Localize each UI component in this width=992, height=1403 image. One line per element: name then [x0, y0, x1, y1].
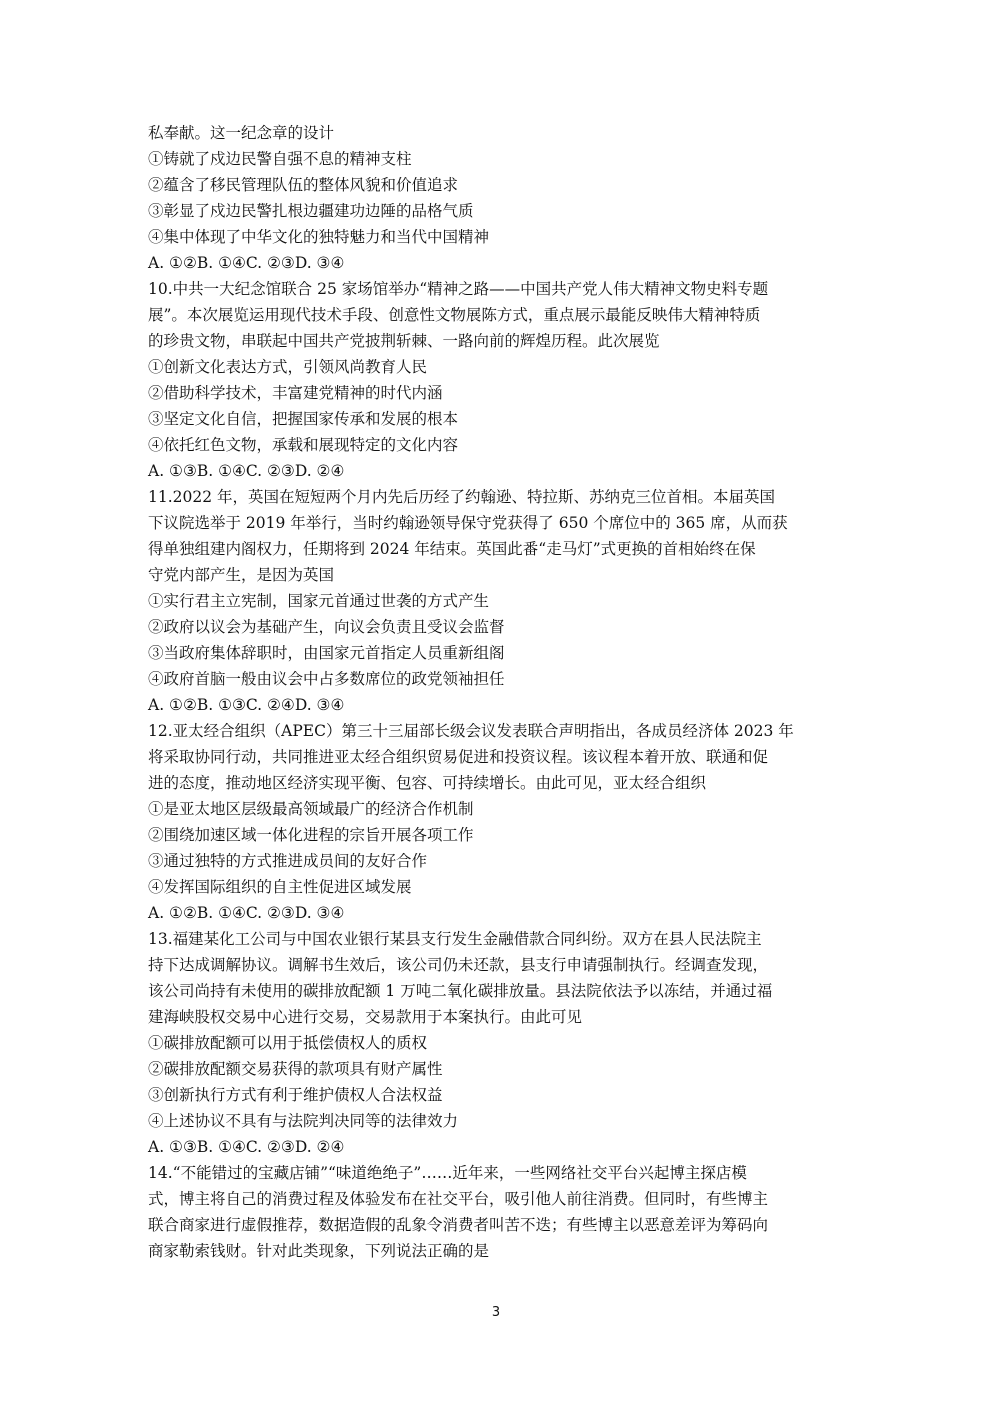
question-stem-line: 展”。本次展览运用现代技术手段、创意性文物展陈方式，重点展示最能反映伟大精神特质 — [148, 306, 761, 324]
option-2: ②碳排放配额交易获得的款项具有财产属性 — [148, 1060, 443, 1078]
answer-choices: A. ①③B. ①④C. ②③D. ②④ — [148, 462, 345, 480]
option-4: ④上述协议不具有与法院判决同等的法律效力 — [148, 1112, 459, 1130]
question-10 — [148, 276, 848, 484]
option-1: ①是亚太地区层级最高领域最广的经济合作机制 — [148, 800, 474, 818]
answer-choices: A. ①②B. ①④C. ②③D. ③④ — [148, 904, 345, 922]
option-3: ③当政府集体辞职时，由国家元首指定人员重新组阁 — [148, 644, 505, 662]
question-stem-line: 13.福建某化工公司与中国农业银行某县支行发生金融借款合同纠纷。双方在县人民法院主 — [148, 930, 762, 948]
question-stem-line: 的珍贵文物，串联起中国共产党披荆斩棘、一路向前的辉煌历程。此次展览 — [148, 332, 660, 350]
option-1: ①碳排放配额可以用于抵偿债权人的质权 — [148, 1034, 428, 1052]
question-stem-line: 持下达成调解协议。调解书生效后，该公司仍未还款，县支行申请强制执行。经调查发现， — [148, 956, 769, 974]
question-stem-line: 下议院选举于 2019 年举行，当时约翰逊领导保守党获得了 650 个席位中的 365 席，从而获 — [148, 514, 788, 532]
question-stem-line: 将采取协同行动，共同推进亚太经合组织贸易促进和投资议程。该议程本着开放、联通和促 — [148, 748, 769, 766]
question-stem-line: 11.2022 年，英国在短短两个月内先后历经了约翰逊、特拉斯、苏纳克三位首相。本届英国 — [148, 488, 776, 506]
question-stem-line: 10.中共一大纪念馆联合 25 家场馆举办“精神之路——中国共产党人伟大精神文物史料专题 — [148, 280, 769, 298]
question-stem-line: 14.“不能错过的宝藏店铺”“味道绝绝子”……近年来，一些网络社交平台兴起博主探店模 — [148, 1164, 747, 1182]
question-12 — [148, 718, 848, 926]
question-stem-line: 12.亚太经合组织（APEC）第三十三届部长级会议发表联合声明指出，各成员经济体 2023 年 — [148, 722, 794, 740]
answer-choices: A. ①③B. ①④C. ②③D. ②④ — [148, 1138, 345, 1156]
option-3: ③坚定文化自信，把握国家传承和发展的根本 — [148, 410, 459, 428]
question-9-continuation — [148, 120, 848, 276]
option-1: ①创新文化表达方式，引领风尚教育人民 — [148, 358, 428, 376]
page-content — [148, 120, 848, 1264]
question-stem-line: 私奉献。这一纪念章的设计 — [148, 124, 335, 142]
option-4: ④集中体现了中华文化的独特魅力和当代中国精神 — [148, 228, 490, 246]
question-stem-line: 该公司尚持有未使用的碳排放配额 1 万吨二氧化碳排放量。县法院依法予以冻结，并通过福 — [148, 982, 773, 1000]
answer-choices: A. ①②B. ①③C. ②④D. ③④ — [148, 696, 345, 714]
question-14 — [148, 1160, 848, 1264]
question-stem-line: 商家勒索钱财。针对此类现象，下列说法正确的是 — [148, 1242, 490, 1260]
question-stem-line: 联合商家进行虚假推荐，数据造假的乱象令消费者叫苦不迭；有些博主以恶意差评为筹码向 — [148, 1216, 769, 1234]
question-stem-line: 建海峡股权交易中心进行交易，交易款用于本案执行。由此可见 — [148, 1008, 583, 1026]
answer-choices: A. ①②B. ①④C. ②③D. ③④ — [148, 254, 345, 272]
option-2: ②围绕加速区域一体化进程的宗旨开展各项工作 — [148, 826, 474, 844]
option-2: ②蕴含了移民管理队伍的整体风貌和价值追求 — [148, 176, 459, 194]
option-2: ②政府以议会为基础产生，向议会负责且受议会监督 — [148, 618, 505, 636]
option-1: ①实行君主立宪制，国家元首通过世袭的方式产生 — [148, 592, 490, 610]
page-number: 3 — [491, 1305, 501, 1320]
option-4: ④依托红色文物，承载和展现特定的文化内容 — [148, 436, 459, 454]
question-stem-line: 守党内部产生，是因为英国 — [148, 566, 335, 584]
option-4: ④发挥国际组织的自主性促进区域发展 — [148, 878, 412, 896]
question-stem-line: 得单独组建内阁权力，任期将到 2024 年结束。英国此番“走马灯”式更换的首相始终在保 — [148, 540, 756, 558]
question-13 — [148, 926, 848, 1160]
option-1: ①铸就了戍边民警自强不息的精神支柱 — [148, 150, 412, 168]
question-11 — [148, 484, 848, 718]
question-stem-line: 进的态度，推动地区经济实现平衡、包容、可持续增长。由此可见，亚太经合组织 — [148, 774, 707, 792]
option-2: ②借助科学技术，丰富建党精神的时代内涵 — [148, 384, 443, 402]
option-4: ④政府首脑一般由议会中占多数席位的政党领袖担任 — [148, 670, 505, 688]
question-stem-line: 式，博主将自己的消费过程及体验发布在社交平台，吸引他人前往消费。但同时，有些博主 — [148, 1190, 769, 1208]
option-3: ③创新执行方式有利于维护债权人合法权益 — [148, 1086, 443, 1104]
option-3: ③通过独特的方式推进成员间的友好合作 — [148, 852, 428, 870]
option-3: ③彰显了戍边民警扎根边疆建功边陲的品格气质 — [148, 202, 474, 220]
